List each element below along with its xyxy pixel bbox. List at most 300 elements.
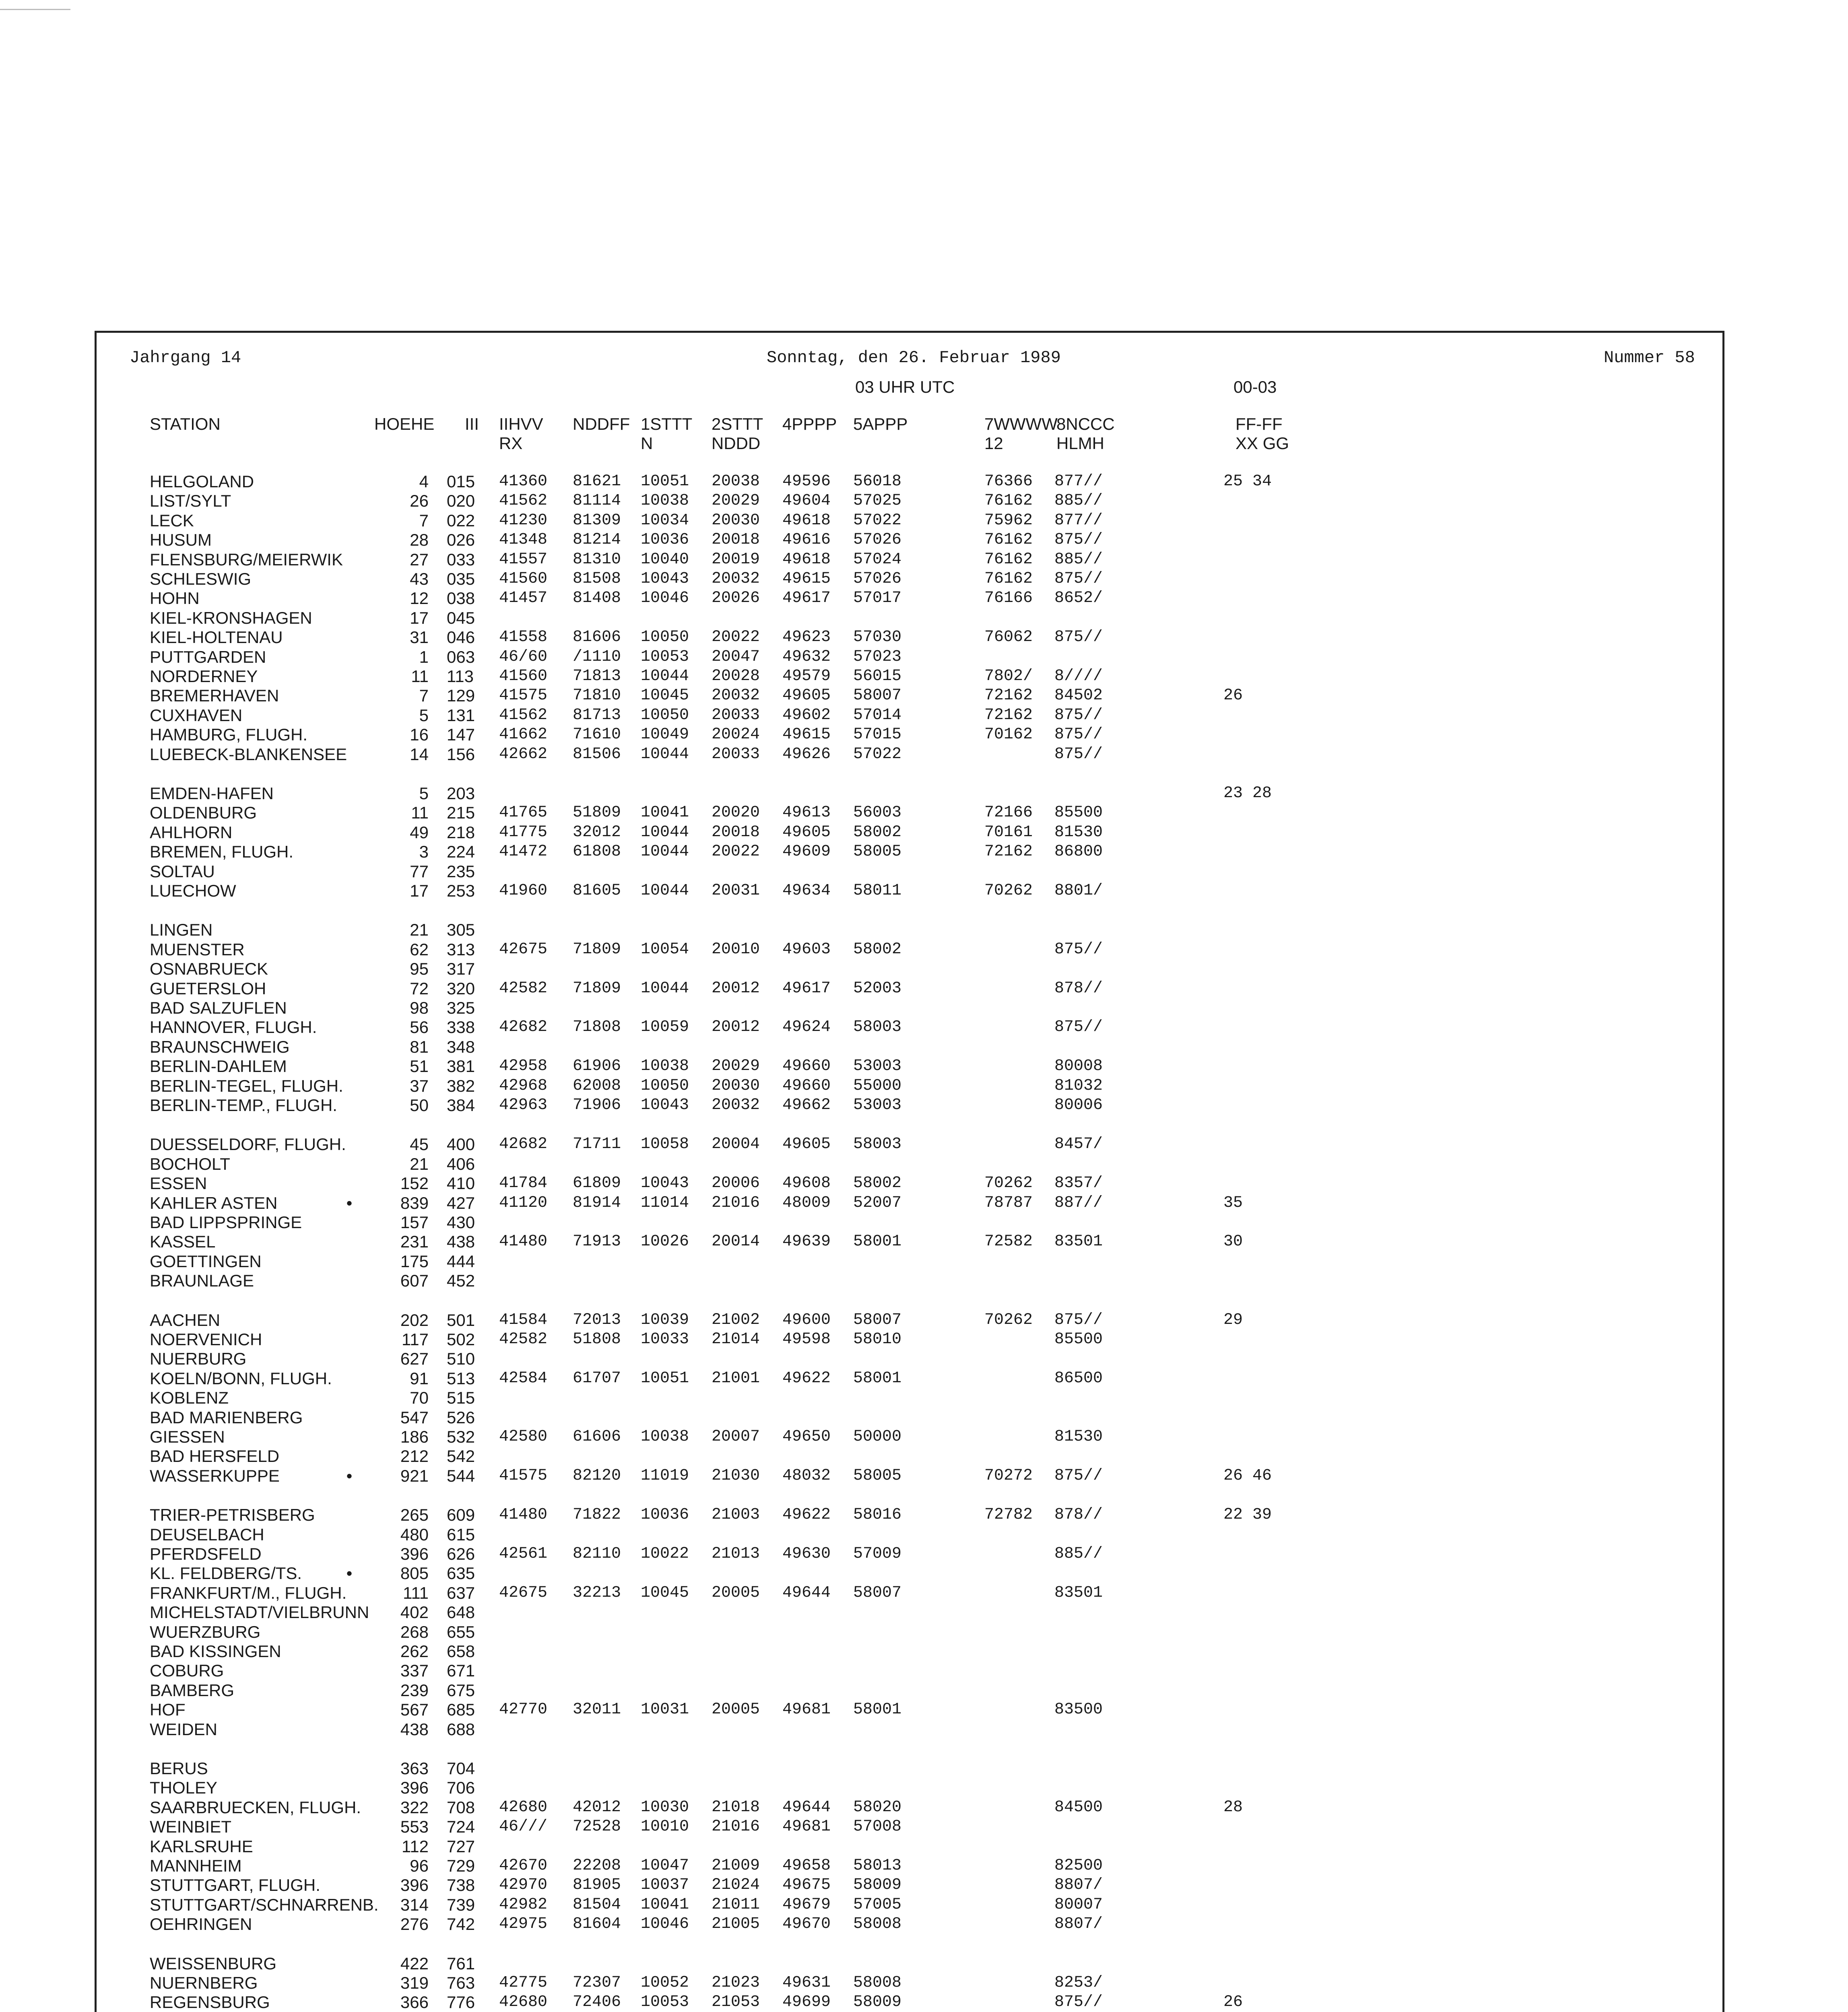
col-5appp-value: 58020 — [853, 1798, 902, 1816]
col-nddff-value: 81606 — [573, 628, 621, 646]
col-8nccc-value: 8357/ — [1054, 1174, 1103, 1192]
station-name: HOF — [150, 1700, 186, 1719]
col-4pppp-value: 48009 — [782, 1194, 831, 1212]
station-name: TRIER-PETRISBERG — [150, 1505, 315, 1524]
station-height: 77 — [410, 862, 429, 881]
col-ffff-value: 26 46 — [1223, 1467, 1272, 1485]
col-4pppp-value: 49660 — [782, 1057, 831, 1075]
col-7wwww-value: 76162 — [984, 531, 1033, 549]
col-4pppp-value: 49634 — [782, 882, 831, 900]
table-row — [0, 1914, 1848, 1934]
station-name: KASSEL — [150, 1232, 216, 1251]
station-height: 152 — [400, 1174, 429, 1193]
col-1sttt-value: 11019 — [641, 1467, 689, 1485]
col-2sttt-value: 21016 — [712, 1194, 760, 1212]
col-1sttt-value: 10031 — [641, 1701, 689, 1719]
station-height: 157 — [400, 1213, 429, 1232]
col-nddff-value: 72013 — [573, 1311, 621, 1329]
col-8nccc-value: 83501 — [1054, 1584, 1103, 1602]
col-1sttt-value: 10039 — [641, 1311, 689, 1329]
issue-number: Nummer 58 — [1604, 348, 1695, 367]
table-row — [0, 1778, 1848, 1798]
table-row — [0, 1680, 1848, 1700]
period-label: 00-03 — [1233, 377, 1277, 396]
station-height: 839 — [400, 1194, 429, 1212]
volume-label: Jahrgang 14 — [130, 348, 241, 367]
col-7wwww-value: 76162 — [984, 570, 1033, 588]
col-2sttt-value: 20029 — [712, 1057, 760, 1075]
col-1sttt-value: 10043 — [641, 1174, 689, 1192]
station-name: BERUS — [150, 1759, 208, 1778]
station-name: BOCHOLT — [150, 1154, 230, 1173]
station-name: KIEL-HOLTENAU — [150, 628, 283, 647]
col-5appp-value: 58005 — [853, 1467, 902, 1485]
table-row — [0, 725, 1848, 744]
station-id: 218 — [447, 823, 475, 842]
col-1sttt-value: 10022 — [641, 1545, 689, 1563]
col-iihvv-value: 41784 — [499, 1174, 548, 1192]
col-nddff-value: 81713 — [573, 706, 621, 724]
station-name: FRANKFURT/M., FLUGH. — [150, 1583, 347, 1602]
col-4pppp-value: 49630 — [782, 1545, 831, 1563]
col-ffff-value: 22 39 — [1223, 1506, 1272, 1524]
col-8nccc-value: 86500 — [1054, 1369, 1103, 1387]
table-row — [0, 1856, 1848, 1876]
col-4pppp: 4PPPP — [782, 414, 837, 433]
col-iihvv-value: 41560 — [499, 570, 548, 588]
col-4pppp-value: 49622 — [782, 1369, 831, 1387]
table-row — [0, 1544, 1848, 1564]
station-id: 671 — [447, 1661, 475, 1680]
station-id: 430 — [447, 1213, 475, 1232]
col-7wwww-value: 76062 — [984, 628, 1033, 646]
station-id: 348 — [447, 1037, 475, 1056]
col-iihvv-value: 42662 — [499, 745, 548, 763]
station-id: 626 — [447, 1544, 475, 1563]
col-4pppp-value: 49624 — [782, 1018, 831, 1036]
table-row — [0, 530, 1848, 550]
station-height: 212 — [400, 1447, 429, 1466]
station-height: 111 — [403, 1583, 429, 1602]
col-1sttt-value: 10058 — [641, 1135, 689, 1153]
table-row — [0, 1388, 1848, 1408]
col-iihvv-value: 41765 — [499, 804, 548, 822]
col-iihvv-value: 42670 — [499, 1857, 548, 1875]
table-row — [0, 1505, 1848, 1525]
station-height: 112 — [402, 1837, 429, 1856]
station-height: 322 — [400, 1798, 429, 1817]
col-5appp-value: 57022 — [853, 511, 902, 530]
station-height: 31 — [410, 628, 429, 647]
table-row — [0, 705, 1848, 725]
col-8nccc-value: 85500 — [1054, 1330, 1103, 1348]
col-4pppp-value: 49617 — [782, 589, 831, 607]
col-2sttt-value: 21053 — [712, 1993, 760, 2011]
col-8nccc-value: 8801/ — [1054, 882, 1103, 900]
station-name: BAD LIPPSPRINGE — [150, 1213, 302, 1232]
mountain-marker: • — [346, 1564, 353, 1583]
col-7wwww-value: 70161 — [984, 823, 1033, 841]
mountain-marker: • — [346, 1466, 353, 1485]
station-name: BAMBERG — [150, 1681, 235, 1700]
station-name: LINGEN — [150, 920, 213, 939]
station-name: REGENSBURG — [150, 1993, 270, 2012]
col-4pppp-value: 49615 — [782, 570, 831, 588]
col-ff-ff: FF-FF XX GG — [1235, 414, 1289, 453]
col-7wwww-value: 76366 — [984, 472, 1033, 491]
col-1sttt-value: 10041 — [641, 1896, 689, 1914]
col-7wwww-value: 76162 — [984, 550, 1033, 569]
col-8nccc-value: 875// — [1054, 1018, 1103, 1036]
col-nddff-value: 61906 — [573, 1057, 621, 1075]
col-1sttt-value: 10050 — [641, 628, 689, 646]
col-iihvv-value: 42680 — [499, 1993, 548, 2011]
station-height: 21 — [410, 920, 429, 939]
table-row — [0, 1232, 1848, 1251]
table-row — [0, 1875, 1848, 1895]
table-row — [0, 823, 1848, 842]
col-2sttt-value: 20032 — [712, 570, 760, 588]
col-1sttt-value: 10026 — [641, 1233, 689, 1251]
station-height: 567 — [400, 1700, 429, 1719]
station-height: 480 — [400, 1525, 429, 1544]
col-1sttt-value: 10049 — [641, 726, 689, 744]
station-name: THOLEY — [150, 1778, 218, 1797]
station-height: 547 — [400, 1408, 429, 1427]
col-7wwww-value: 70272 — [984, 1467, 1033, 1485]
col-iihvv-value: 42968 — [499, 1077, 548, 1095]
station-name: KIEL-KRONSHAGEN — [150, 608, 312, 627]
col-5appp-value: 52007 — [853, 1194, 902, 1212]
station-height: 91 — [410, 1369, 429, 1388]
col-7wwww-value: 72162 — [984, 686, 1033, 705]
col-ffff-value: 29 — [1223, 1311, 1243, 1329]
col-iii: III — [465, 414, 479, 433]
station-id: 224 — [447, 842, 475, 861]
station-name: SOLTAU — [150, 862, 215, 881]
col-8nccc: 8NCCC HLMH — [1056, 414, 1115, 453]
station-name: WASSERKUPPE — [150, 1466, 280, 1485]
col-nddff-value: 72406 — [573, 1993, 621, 2011]
station-height: 396 — [400, 1876, 429, 1894]
station-name: KOBLENZ — [150, 1388, 229, 1407]
col-iihvv-value: 42963 — [499, 1096, 548, 1114]
station-name: BAD KISSINGEN — [150, 1642, 281, 1661]
col-8nccc-value: 84500 — [1054, 1798, 1103, 1816]
station-height: 366 — [400, 1993, 429, 2012]
col-nddff-value: 81310 — [573, 550, 621, 569]
col-4pppp-value: 49617 — [782, 979, 831, 998]
col-4pppp-value: 49623 — [782, 628, 831, 646]
station-height: 396 — [400, 1778, 429, 1797]
col-1sttt-value: 10050 — [641, 1077, 689, 1095]
col-nddff-value: 71813 — [573, 667, 621, 685]
col-2sttt-value: 20005 — [712, 1584, 760, 1602]
table-row — [0, 1173, 1848, 1193]
station-id: 382 — [447, 1076, 475, 1095]
table-row — [0, 1758, 1848, 1778]
col-4pppp-value: 49632 — [782, 648, 831, 666]
station-id: 501 — [447, 1311, 475, 1330]
table-row — [0, 1076, 1848, 1096]
col-4pppp-value: 49650 — [782, 1428, 831, 1446]
col-ffff-value: 26 — [1223, 1993, 1243, 2011]
station-id: 384 — [447, 1096, 475, 1115]
col-5appp: 5APPP — [853, 414, 908, 433]
col-nddff-value: 81914 — [573, 1194, 621, 1212]
col-7wwww-value: 76166 — [984, 589, 1033, 607]
table-row — [0, 1446, 1848, 1466]
col-iihvv-value: 41575 — [499, 686, 548, 705]
col-4pppp-value: 49618 — [782, 511, 831, 530]
col-2sttt-value: 20032 — [712, 686, 760, 705]
col-nddff-value: 81408 — [573, 589, 621, 607]
table-row — [0, 1525, 1848, 1544]
col-2sttt-value: 21024 — [712, 1876, 760, 1894]
col-7wwww: 7WWWW 12 — [984, 414, 1058, 453]
table-row — [0, 511, 1848, 530]
col-2sttt-value: 20007 — [712, 1428, 760, 1446]
table-row — [0, 1330, 1848, 1349]
table-row — [0, 1622, 1848, 1642]
col-iihvv-value: 42584 — [499, 1369, 548, 1387]
col-iihvv-value: 42975 — [499, 1915, 548, 1933]
station-id: 147 — [447, 725, 475, 744]
station-name: BRAUNSCHWEIG — [150, 1037, 290, 1056]
station-height: 45 — [410, 1135, 429, 1154]
top-edge-line — [0, 9, 70, 10]
col-nddff-value: 71913 — [573, 1233, 621, 1251]
col-2sttt-value: 20030 — [712, 1077, 760, 1095]
station-name: ESSEN — [150, 1174, 207, 1193]
col-1sttt-value: 10034 — [641, 511, 689, 530]
station-id: 410 — [447, 1174, 475, 1193]
col-nddff-value: 71809 — [573, 940, 621, 959]
col-4pppp-value: 49604 — [782, 492, 831, 510]
col-iihvv-value: 41557 — [499, 550, 548, 569]
station-height: 239 — [400, 1681, 429, 1700]
col-7wwww-value: 70262 — [984, 882, 1033, 900]
col-5appp-value: 58010 — [853, 1330, 902, 1348]
col-5appp-value: 58007 — [853, 1584, 902, 1602]
station-name: STUTTGART, FLUGH. — [150, 1876, 320, 1894]
station-height: 805 — [400, 1564, 429, 1583]
station-name: HELGOLAND — [150, 472, 254, 491]
col-2sttt-value: 20012 — [712, 1018, 760, 1036]
col-2sttt-value: 20022 — [712, 628, 760, 646]
station-name: GUETERSLOH — [150, 979, 266, 998]
col-1sttt-value: 10030 — [641, 1798, 689, 1816]
station-id: 022 — [447, 511, 475, 530]
col-5appp-value: 57030 — [853, 628, 902, 646]
col-5appp-value: 57022 — [853, 745, 902, 763]
station-id: 026 — [447, 530, 475, 549]
station-name: BREMERHAVEN — [150, 686, 279, 705]
station-id: 724 — [447, 1817, 475, 1836]
station-id: 438 — [447, 1232, 475, 1251]
station-name: CUXHAVEN — [150, 706, 243, 725]
station-height: 17 — [410, 881, 429, 900]
station-name: WEISSENBURG — [150, 1954, 277, 1973]
station-id: 708 — [447, 1798, 475, 1817]
col-5appp-value: 58002 — [853, 1174, 902, 1192]
col-5appp-value: 58013 — [853, 1857, 902, 1875]
col-nddff-value: 42012 — [573, 1798, 621, 1816]
col-5appp-value: 56015 — [853, 667, 902, 685]
table-row — [0, 1992, 1848, 2012]
col-5appp-value: 58009 — [853, 1876, 902, 1894]
col-5appp-value: 58016 — [853, 1506, 902, 1524]
col-8nccc-value: 82500 — [1054, 1857, 1103, 1875]
col-nddff-value: 32012 — [573, 823, 621, 841]
station-id: 035 — [447, 569, 475, 588]
col-1sttt-value: 10044 — [641, 823, 689, 841]
table-row — [0, 1427, 1848, 1447]
station-name: KAHLER ASTEN — [150, 1194, 278, 1212]
col-nddff-value: 71906 — [573, 1096, 621, 1114]
station-height: 337 — [400, 1661, 429, 1680]
col-4pppp-value: 49644 — [782, 1798, 831, 1816]
station-height: 607 — [400, 1271, 429, 1290]
col-nddff-value: 71711 — [573, 1135, 621, 1153]
station-name: WEINBIET — [150, 1817, 232, 1836]
table-row — [0, 979, 1848, 998]
station-id: 338 — [447, 1018, 475, 1037]
station-id: 406 — [447, 1154, 475, 1173]
station-id: 381 — [447, 1057, 475, 1076]
table-row — [0, 627, 1848, 647]
col-1sttt-value: 10010 — [641, 1818, 689, 1836]
table-row — [0, 1017, 1848, 1037]
col-2sttt-value: 21018 — [712, 1798, 760, 1816]
col-1sttt-value: 10038 — [641, 1057, 689, 1075]
col-nddff-value: 81905 — [573, 1876, 621, 1894]
col-2sttt-value: 21013 — [712, 1545, 760, 1563]
table-row — [0, 803, 1848, 823]
col-5appp-value: 56003 — [853, 804, 902, 822]
station-id: 305 — [447, 920, 475, 939]
station-height: 265 — [400, 1505, 429, 1524]
table-row — [0, 1154, 1848, 1174]
col-iihvv-value: 46/// — [499, 1818, 548, 1836]
station-name: BREMEN, FLUGH. — [150, 842, 294, 861]
col-8nccc-value: 80008 — [1054, 1057, 1103, 1075]
col-iihvv-value: 41558 — [499, 628, 548, 646]
col-2sttt-value: 20012 — [712, 979, 760, 998]
col-2sttt-value: 20019 — [712, 550, 760, 569]
col-nddff-value: 51809 — [573, 804, 621, 822]
col-5appp-value: 57015 — [853, 726, 902, 744]
col-5appp-value: 57023 — [853, 648, 902, 666]
col-2sttt-value: 20006 — [712, 1174, 760, 1192]
col-iihvv-value: 42582 — [499, 979, 548, 998]
col-2sttt-value: 21002 — [712, 1311, 760, 1329]
station-height: 175 — [400, 1252, 429, 1271]
col-7wwww-value: 72582 — [984, 1233, 1033, 1251]
col-nddff-value: 81506 — [573, 745, 621, 763]
station-name: GOETTINGEN — [150, 1252, 262, 1271]
station-id: 015 — [447, 472, 475, 491]
col-iihvv-value: 41230 — [499, 511, 548, 530]
col-1sttt-value: 10043 — [641, 1096, 689, 1114]
station-id: 427 — [447, 1194, 475, 1212]
col-iihvv-value: 41457 — [499, 589, 548, 607]
table-row — [0, 881, 1848, 901]
station-name: MANNHEIM — [150, 1856, 242, 1875]
station-height: 14 — [410, 745, 429, 764]
table-row — [0, 1661, 1848, 1680]
col-8nccc-value: 875// — [1054, 726, 1103, 744]
col-2sttt-value: 20018 — [712, 823, 760, 841]
col-nddff-value: 71822 — [573, 1506, 621, 1524]
col-8nccc-value: 875// — [1054, 531, 1103, 549]
col-4pppp-value: 49605 — [782, 823, 831, 841]
col-1sttt-value: 10044 — [641, 979, 689, 998]
station-name: KARLSRUHE — [150, 1837, 253, 1856]
col-iihvv-value: 42580 — [499, 1428, 548, 1446]
col-2sttt-value: 21003 — [712, 1506, 760, 1524]
col-7wwww-value: 72782 — [984, 1506, 1033, 1524]
col-1sttt: 1STTT N — [641, 414, 693, 453]
station-name: HUSUM — [150, 530, 212, 549]
col-iihvv-value: 41472 — [499, 843, 548, 861]
col-4pppp-value: 49605 — [782, 1135, 831, 1153]
station-name: OSNABRUECK — [150, 959, 268, 978]
col-nddff-value: /1110 — [573, 648, 621, 666]
col-nddff-value: 71610 — [573, 726, 621, 744]
col-7wwww-value: 78787 — [984, 1194, 1033, 1212]
col-5appp-value: 53003 — [853, 1057, 902, 1075]
col-iihvv-value: 41120 — [499, 1194, 548, 1212]
col-iihvv-value: 41562 — [499, 706, 548, 724]
station-height: 7 — [419, 686, 429, 705]
station-id: 113 — [447, 667, 474, 686]
col-iihvv-value: 42958 — [499, 1057, 548, 1075]
col-8nccc-value: 875// — [1054, 706, 1103, 724]
station-height: 117 — [402, 1330, 429, 1349]
col-8nccc-value: 875// — [1054, 1993, 1103, 2011]
col-nddff-value: 81309 — [573, 511, 621, 530]
table-row — [0, 1798, 1848, 1817]
station-id: 526 — [447, 1408, 475, 1427]
col-8nccc-value: 8652/ — [1054, 589, 1103, 607]
table-row — [0, 1271, 1848, 1290]
col-2sttt-value: 20014 — [712, 1233, 760, 1251]
col-4pppp-value: 49609 — [782, 843, 831, 861]
col-2sttt: 2STTT NDDD — [712, 414, 763, 453]
col-4pppp-value: 49631 — [782, 1974, 831, 1992]
table-row — [0, 1056, 1848, 1076]
col-5appp-value: 56018 — [853, 472, 902, 491]
station-height: 62 — [410, 940, 429, 959]
col-5appp-value: 50000 — [853, 1428, 902, 1446]
table-row — [0, 1973, 1848, 1993]
col-1sttt-value: 10045 — [641, 686, 689, 705]
table-row — [0, 1817, 1848, 1837]
station-height: 49 — [410, 823, 429, 842]
col-1sttt-value: 10054 — [641, 940, 689, 959]
col-iihvv-value: 41775 — [499, 823, 548, 841]
station-name: HAMBURG, FLUGH. — [150, 725, 308, 744]
station-id: 609 — [447, 1505, 475, 1524]
table-row — [0, 920, 1848, 940]
col-iihvv-value: 41575 — [499, 1467, 548, 1485]
col-8nccc-value: 86800 — [1054, 843, 1103, 861]
station-id: 452 — [447, 1271, 475, 1290]
col-nddff-value: 51808 — [573, 1330, 621, 1348]
col-station: STATION — [150, 414, 221, 433]
col-iihvv-value: 42682 — [499, 1018, 548, 1036]
